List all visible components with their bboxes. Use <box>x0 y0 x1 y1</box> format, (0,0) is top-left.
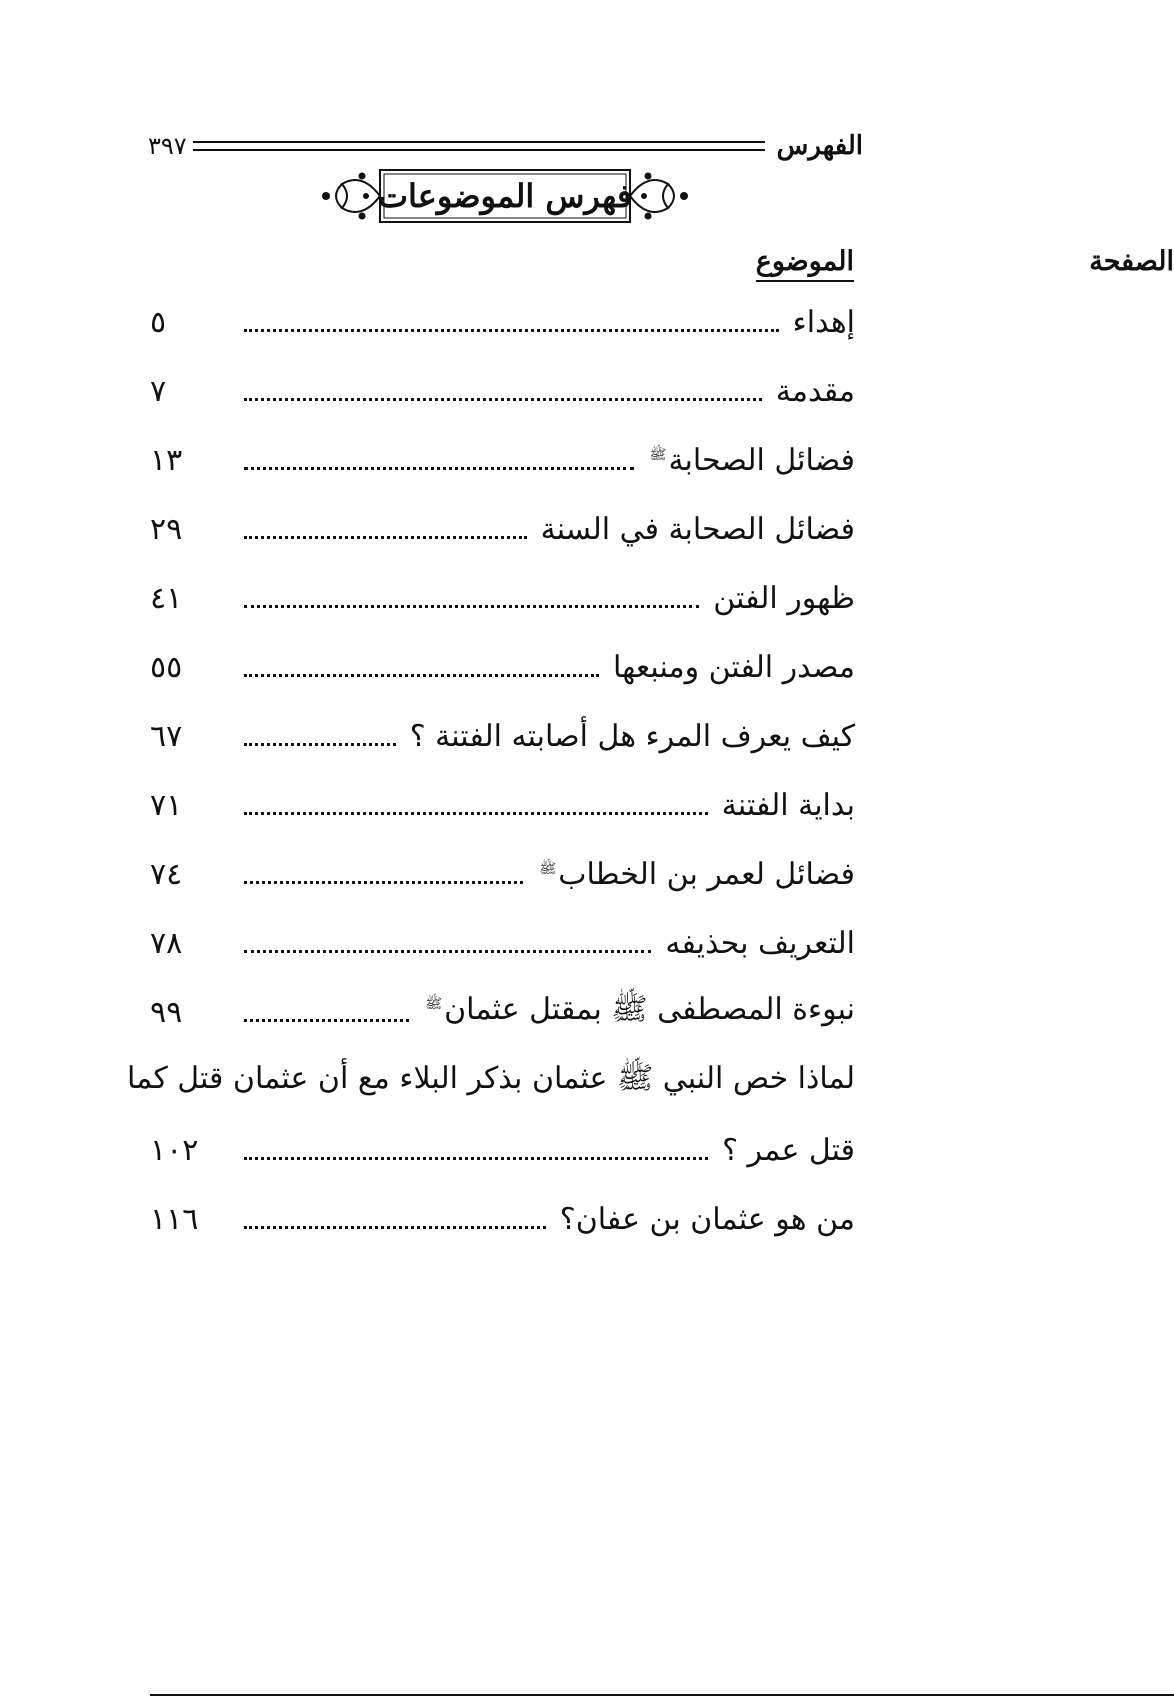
toc-entry-title: كيف يعرف المرء هل أصابته الفتنة ؟ <box>409 719 855 754</box>
toc-entry <box>150 357 855 426</box>
dot-leader <box>244 741 396 746</box>
toc-entry-page: ٤١ <box>150 581 183 616</box>
toc-entry-title: بداية الفتنة <box>721 788 855 823</box>
toc-entry <box>150 288 855 357</box>
toc-entry-title-line1: لماذا خص النبي ﷺ عثمان بذكر البلاء مع أن عثمان قتل كما <box>126 1061 855 1096</box>
toc-entry <box>150 771 855 840</box>
toc-entry <box>150 564 855 633</box>
toc-entry-page: ٧٨ <box>150 926 183 961</box>
toc-entry-page: ٩٩ <box>150 995 183 1030</box>
toc-entry-page: ٦٧ <box>150 719 183 754</box>
dot-leader <box>244 327 779 332</box>
toc-entry-title: نبوءة المصطفى ﷺ بمقتل عثمان$^ﷺ$ <box>425 992 855 1027</box>
dot-leader <box>244 810 708 815</box>
toc-entry-page: ٧ <box>150 374 167 409</box>
toc-entry-page: ٧١ <box>150 788 183 823</box>
column-heading-page: الصفحة <box>150 244 1174 1696</box>
toc-entry-page: ٢٩ <box>150 512 183 547</box>
toc-entry <box>150 1116 855 1185</box>
honorific-glyph: ﷺ <box>539 861 557 877</box>
dot-leader <box>244 603 699 608</box>
toc-entry <box>150 1185 855 1254</box>
toc-entry <box>150 633 855 702</box>
toc-entry <box>150 426 855 495</box>
dot-leader <box>244 948 651 953</box>
toc-entry-title: من هو عثمان بن عفان؟ <box>559 1202 855 1237</box>
dot-leader <box>244 1155 708 1160</box>
dot-leader <box>244 1224 546 1229</box>
ornamental-title-frame <box>318 162 692 230</box>
dot-leader <box>244 672 599 677</box>
dot-leader <box>244 396 762 401</box>
toc-entry-title: ظهور الفتن <box>713 581 855 616</box>
toc-entry <box>150 909 855 978</box>
toc-entry-title: التعريف بحذيفه <box>665 926 855 961</box>
toc-entry-title: فضائل الصحابة$^ﷺ$ <box>649 443 855 478</box>
toc-entry-page: ٥ <box>150 305 167 340</box>
dot-leader <box>244 465 634 470</box>
column-heading-topic: الموضوع <box>756 244 854 282</box>
table-of-contents <box>126 288 855 1254</box>
toc-entry-page: ١٣ <box>150 443 183 478</box>
toc-entry <box>150 702 855 771</box>
toc-entry-page: ٧٤ <box>150 857 183 892</box>
dot-leader <box>244 1017 409 1022</box>
running-header <box>148 128 863 164</box>
toc-entry-title-line2: قتل عمر ؟ <box>722 1133 855 1168</box>
running-header-section: الفهرس <box>776 131 863 161</box>
honorific-glyph: ﷺ <box>425 996 443 1012</box>
dot-leader <box>244 879 523 884</box>
toc-entry-title: فضائل الصحابة في السنة <box>540 512 855 547</box>
honorific-glyph: ﷺ <box>649 447 667 463</box>
toc-entry <box>150 978 855 1047</box>
toc-entry <box>150 495 855 564</box>
toc-entry-first-line <box>126 1047 855 1116</box>
toc-entry-page: ٥٥ <box>150 650 183 685</box>
toc-entry-page: ١١٦ <box>150 1202 199 1237</box>
toc-entry-title: فضائل لعمر بن الخطاب$^ﷺ$ <box>539 857 855 892</box>
page-title: فهرس الموضوعات <box>377 177 633 215</box>
toc-entry-page: ١٠٢ <box>150 1133 199 1168</box>
running-header-page-number: ٣٩٧ <box>148 132 187 160</box>
header-double-rule <box>193 141 765 151</box>
toc-entry <box>150 840 855 909</box>
toc-entry-title: مصدر الفتن ومنبعها <box>612 650 855 685</box>
toc-entry-title: إهداء <box>792 305 855 340</box>
dot-leader <box>244 534 527 539</box>
toc-entry-title: مقدمة <box>775 374 855 409</box>
